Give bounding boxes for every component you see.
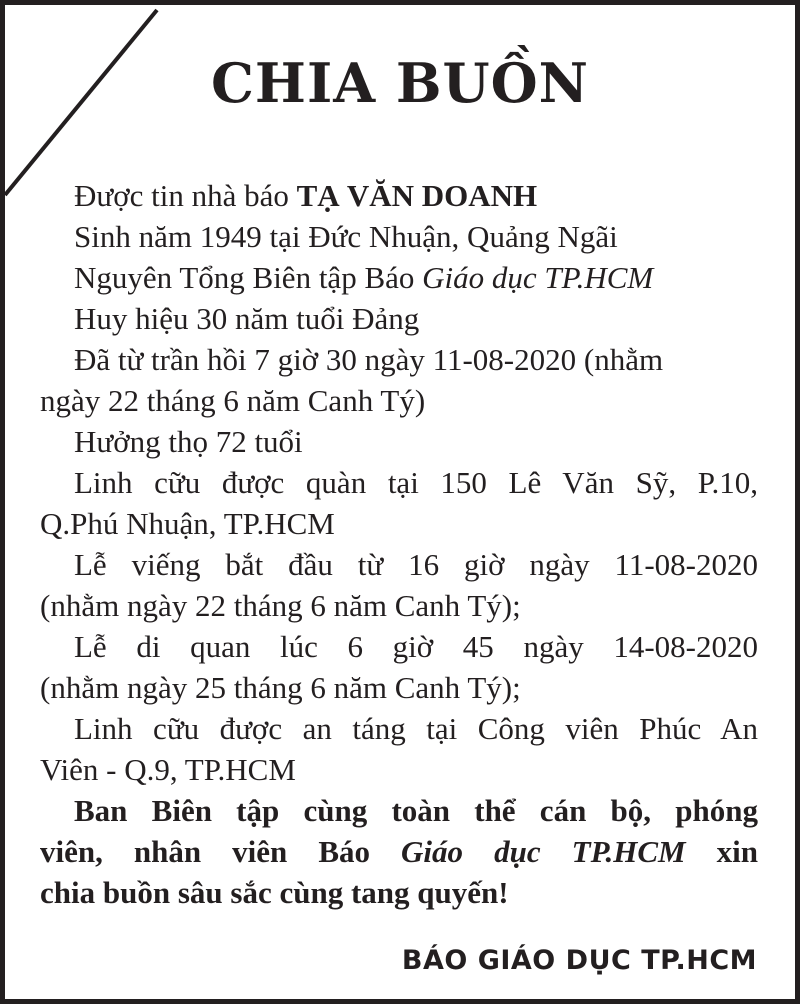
passing-line: Đã từ trần hồi 7 giờ 30 ngày 11-08-2020 (nhằm — [74, 342, 664, 377]
announcement-line: Được tin nhà báo TẠ VĂN DOANH — [74, 178, 538, 213]
birth-line: Sinh năm 1949 tại Đức Nhuận, Quảng Ngãi — [74, 219, 618, 254]
visitation-line: Lễ viếng bắt đầu từ 16 giờ ngày 11-08-2020 — [74, 547, 758, 582]
notice-title: CHIA BUỒN — [210, 51, 590, 115]
burial-line: Linh cữu được an táng tại Công viên Phúc An — [74, 711, 758, 746]
party-badge-line: Huy hiệu 30 năm tuổi Đảng — [74, 301, 420, 336]
casket-location-line: Linh cữu được quàn tại 150 Lê Văn Sỹ, P.10, — [74, 465, 758, 500]
newspaper-name: Giáo dục TP.HCM — [422, 260, 654, 295]
position-line: Nguyên Tổng Biên tập Báo Giáo dục TP.HCM — [74, 260, 654, 295]
procession-lunar-date-line: (nhằm ngày 25 tháng 6 năm Canh Tý); — [40, 670, 521, 705]
deceased-name: TẠ VĂN DOANH — [296, 178, 538, 213]
procession-line: Lễ di quan lúc 6 giờ 45 ngày 14-08-2020 — [74, 629, 758, 664]
notice-body — [40, 175, 758, 913]
visitation-lunar-date-line: (nhằm ngày 22 tháng 6 năm Canh Tý); — [40, 588, 521, 623]
age-line: Hưởng thọ 72 tuổi — [74, 424, 303, 459]
condolence-line-1: Ban Biên tập cùng toàn thể cán bộ, phóng — [74, 793, 758, 828]
casket-district-line: Q.Phú Nhuận, TP.HCM — [40, 506, 335, 541]
signature: BÁO GIÁO DỤC TP.HCM — [401, 945, 757, 976]
burial-location-line: Viên - Q.9, TP.HCM — [40, 752, 296, 787]
passing-lunar-date-line: ngày 22 tháng 6 năm Canh Tý) — [40, 383, 426, 418]
newspaper-name: Giáo dục TP.HCM — [401, 834, 686, 869]
condolence-line-3: chia buồn sâu sắc cùng tang quyến! — [40, 875, 509, 910]
condolence-line-2: viên, nhân viên Báo Giáo dục TP.HCM xin — [40, 834, 759, 869]
